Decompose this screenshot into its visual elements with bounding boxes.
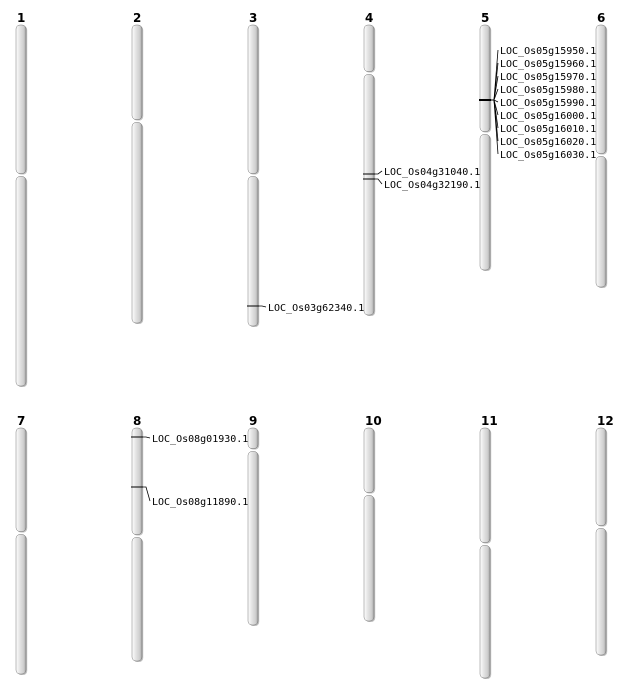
chromosome-4-long-arm [364,75,374,316]
chromosome-8 [132,414,143,662]
chromosome-8-short-arm [132,428,142,535]
chromosome-3 [248,11,259,327]
gene-marker [363,179,480,191]
chromosome-5-short-arm [480,25,490,132]
chromosome-10-long-arm [364,496,374,622]
chromosome-11-long-arm [480,546,490,679]
chromosome-number: 4 [365,11,374,25]
chromosome-9-short-arm [248,428,258,449]
gene-label: LOC_Os05g15950.1 [500,46,597,57]
chromosome-9-long-arm [248,452,258,626]
chromosome-number: 1 [17,11,26,25]
gene-label: LOC_Os05g16020.1 [500,137,597,148]
chromosome-number: 5 [481,11,490,25]
gene-label: LOC_Os04g32190.1 [384,180,481,191]
chromosome-8-long-arm [132,538,142,662]
gene-connector [375,171,382,174]
chromosome-6 [596,11,607,288]
chromosome-number: 9 [249,414,258,428]
gene-connector [375,179,382,184]
chromosome-1-short-arm [16,25,26,174]
chromosome-number: 6 [597,11,606,25]
gene-label: LOC_Os05g15980.1 [500,85,597,96]
chromosome-10 [364,414,382,622]
chromosome-7 [16,414,27,675]
chromosome-number: 8 [133,414,142,428]
chromosome-4-short-arm [364,25,374,72]
gene-label: LOC_Os05g16030.1 [500,150,597,161]
gene-marker [131,434,248,445]
chromosome-5 [480,11,491,271]
chromosome-6-short-arm [596,25,606,154]
gene-label: LOC_Os08g11890.1 [152,497,249,508]
gene-connector [491,76,498,100]
chromosome-2-long-arm [132,123,142,324]
chromosome-number: 10 [365,414,382,428]
gene-label: LOC_Os04g31040.1 [384,167,481,178]
chromosome-12 [596,414,614,656]
chromosome-11 [480,414,498,679]
gene-connector [259,306,266,307]
gene-label: LOC_Os05g15970.1 [500,72,597,83]
chromosome-number: 3 [249,11,258,25]
chromosome-5-long-arm [480,135,490,271]
gene-label: LOC_Os05g16000.1 [500,111,597,122]
chromosome-6-long-arm [596,157,606,288]
gene-label: LOC_Os05g16010.1 [500,124,597,135]
gene-connector [143,487,150,501]
chromosome-3-short-arm [248,25,258,174]
chromosome-7-short-arm [16,428,26,532]
gene-label: LOC_Os03g62340.1 [268,303,365,314]
gene-marker [363,167,480,178]
gene-marker [479,98,596,109]
chromosome-number: 11 [481,414,498,428]
chromosome-12-short-arm [596,428,606,526]
gene-marker [247,303,364,314]
gene-connector [143,437,150,438]
chromosome-number: 7 [17,414,26,428]
chromosome-2-short-arm [132,25,142,120]
chromosome-12-long-arm [596,529,606,656]
gene-marker [131,487,248,508]
chromosome-11-short-arm [480,428,490,543]
gene-label: LOC_Os08g01930.1 [152,434,249,445]
chromosome-1 [16,11,27,387]
chromosome-3-long-arm [248,177,258,327]
gene-label: LOC_Os05g15990.1 [500,98,597,109]
chromosome-number: 12 [597,414,614,428]
chromosome-9 [248,414,259,626]
chromosome-1-long-arm [16,177,26,387]
gene-label: LOC_Os05g15960.1 [500,59,597,70]
chromosome-2 [132,11,143,324]
chromosome-10-short-arm [364,428,374,493]
chromosome-number: 2 [133,11,142,25]
chromosome-4 [364,11,375,316]
chromosome-7-long-arm [16,535,26,675]
